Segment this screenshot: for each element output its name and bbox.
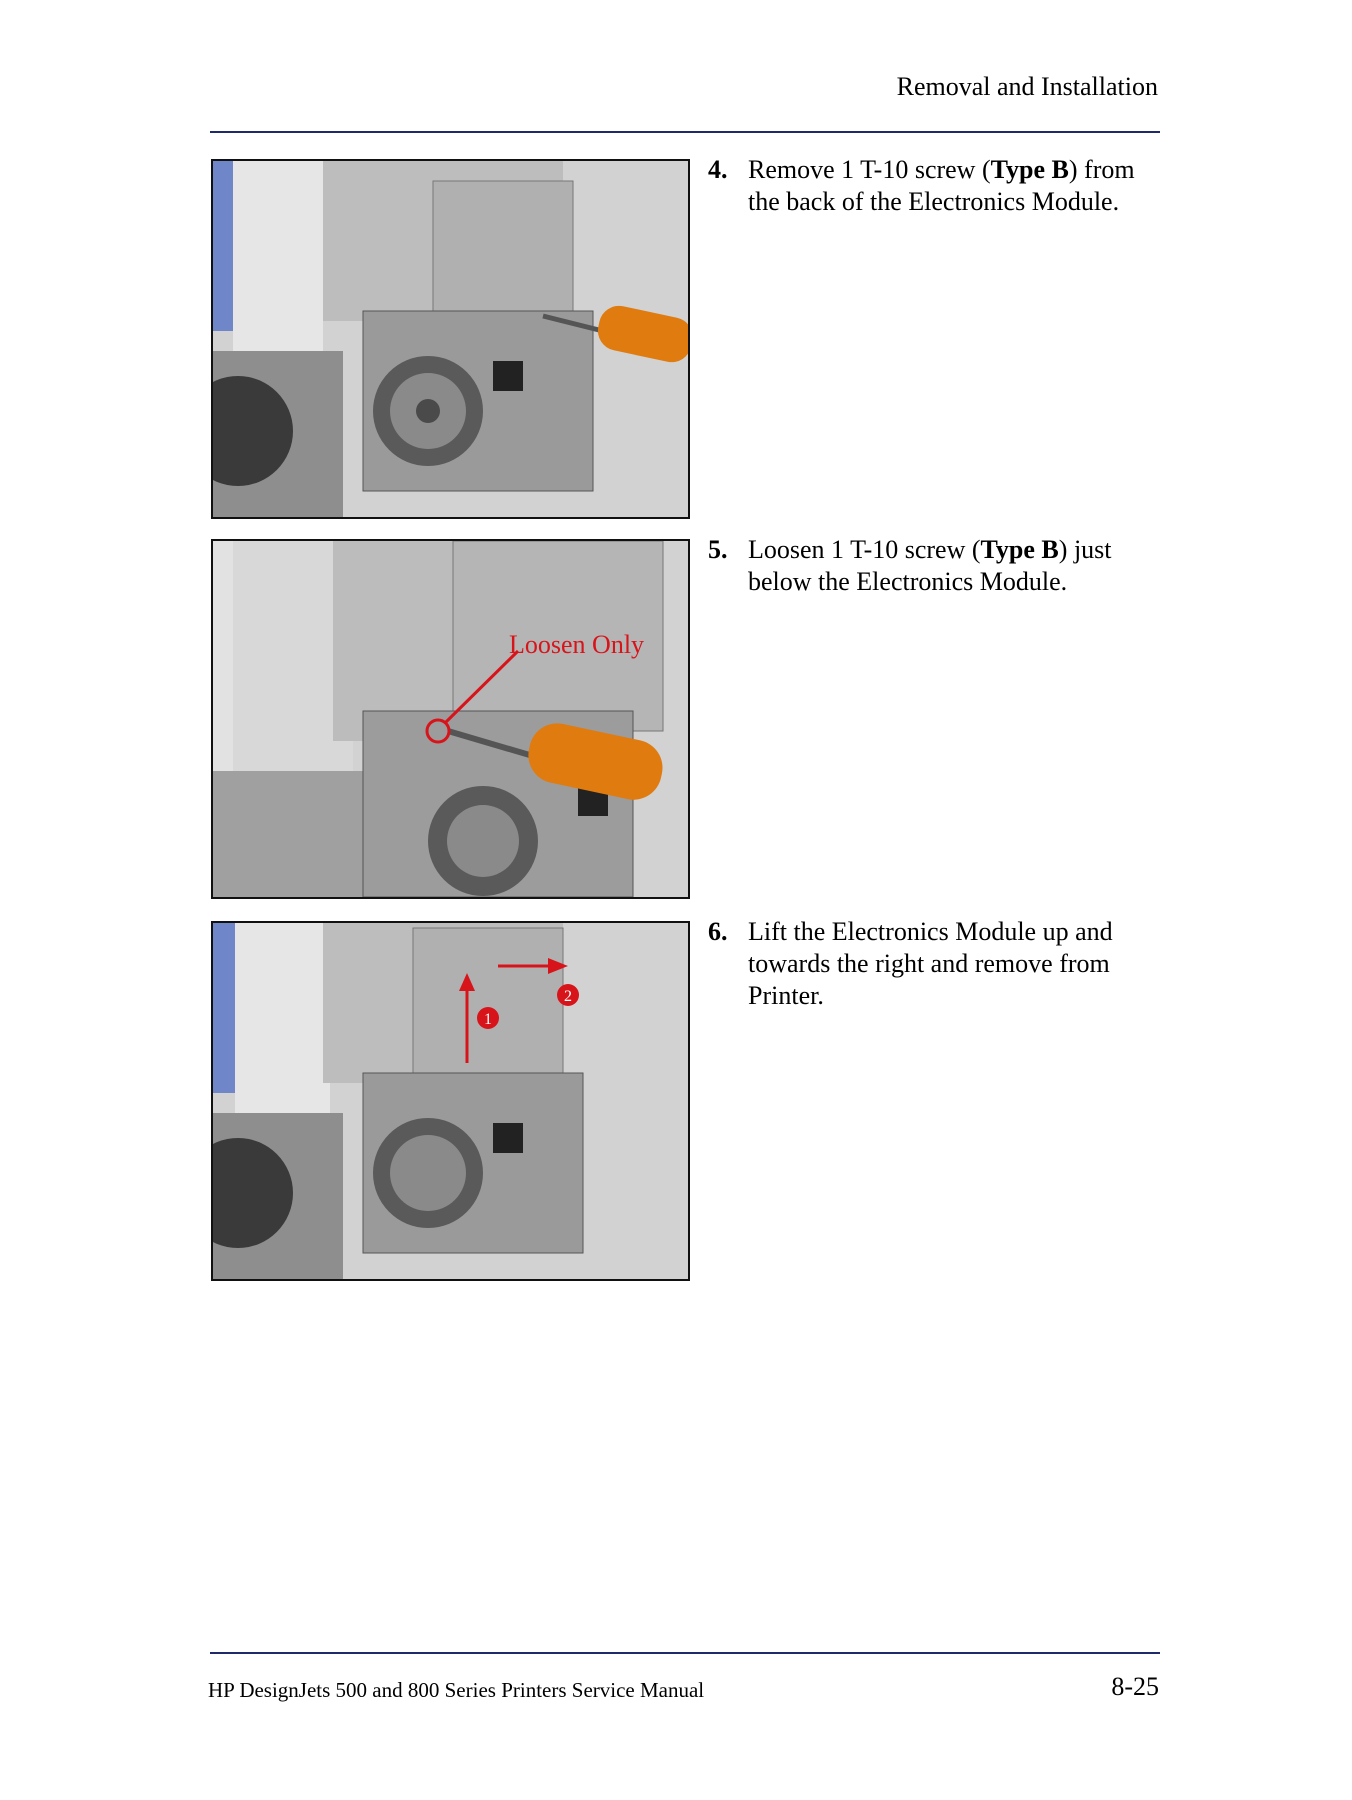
step-text: Loosen 1 T-10 screw (Type B) just below the Electronics Module. bbox=[748, 535, 1112, 596]
step-number: 4. bbox=[708, 155, 728, 184]
page-header-title: Removal and Installation bbox=[896, 72, 1158, 101]
footer-page-number: 8-25 bbox=[1111, 1672, 1159, 1701]
svg-text:1: 1 bbox=[484, 1011, 492, 1028]
step-number: 6. bbox=[708, 917, 728, 946]
figure-remove-screw bbox=[211, 159, 690, 519]
step-text: Remove 1 T-10 screw (Type B) from the back of the Electronics Module. bbox=[748, 155, 1135, 216]
figure-2-illustration bbox=[213, 541, 688, 897]
figure-lift-module bbox=[211, 921, 690, 1281]
figure-loosen-screw bbox=[211, 539, 690, 899]
svg-text:2: 2 bbox=[564, 988, 572, 1005]
step-number: 5. bbox=[708, 535, 728, 564]
step-text: Lift the Electronics Module up and towards the right and remove from Printer. bbox=[748, 917, 1113, 1010]
footer-rule bbox=[210, 1652, 1160, 1654]
footer-manual-title: HP DesignJets 500 and 800 Series Printers Service Manual bbox=[208, 1678, 705, 1702]
figure-3-illustration bbox=[213, 923, 688, 1279]
loosen-only-label: Loosen Only bbox=[509, 630, 645, 659]
header-rule bbox=[210, 131, 1160, 133]
figure-1-illustration bbox=[213, 161, 688, 517]
